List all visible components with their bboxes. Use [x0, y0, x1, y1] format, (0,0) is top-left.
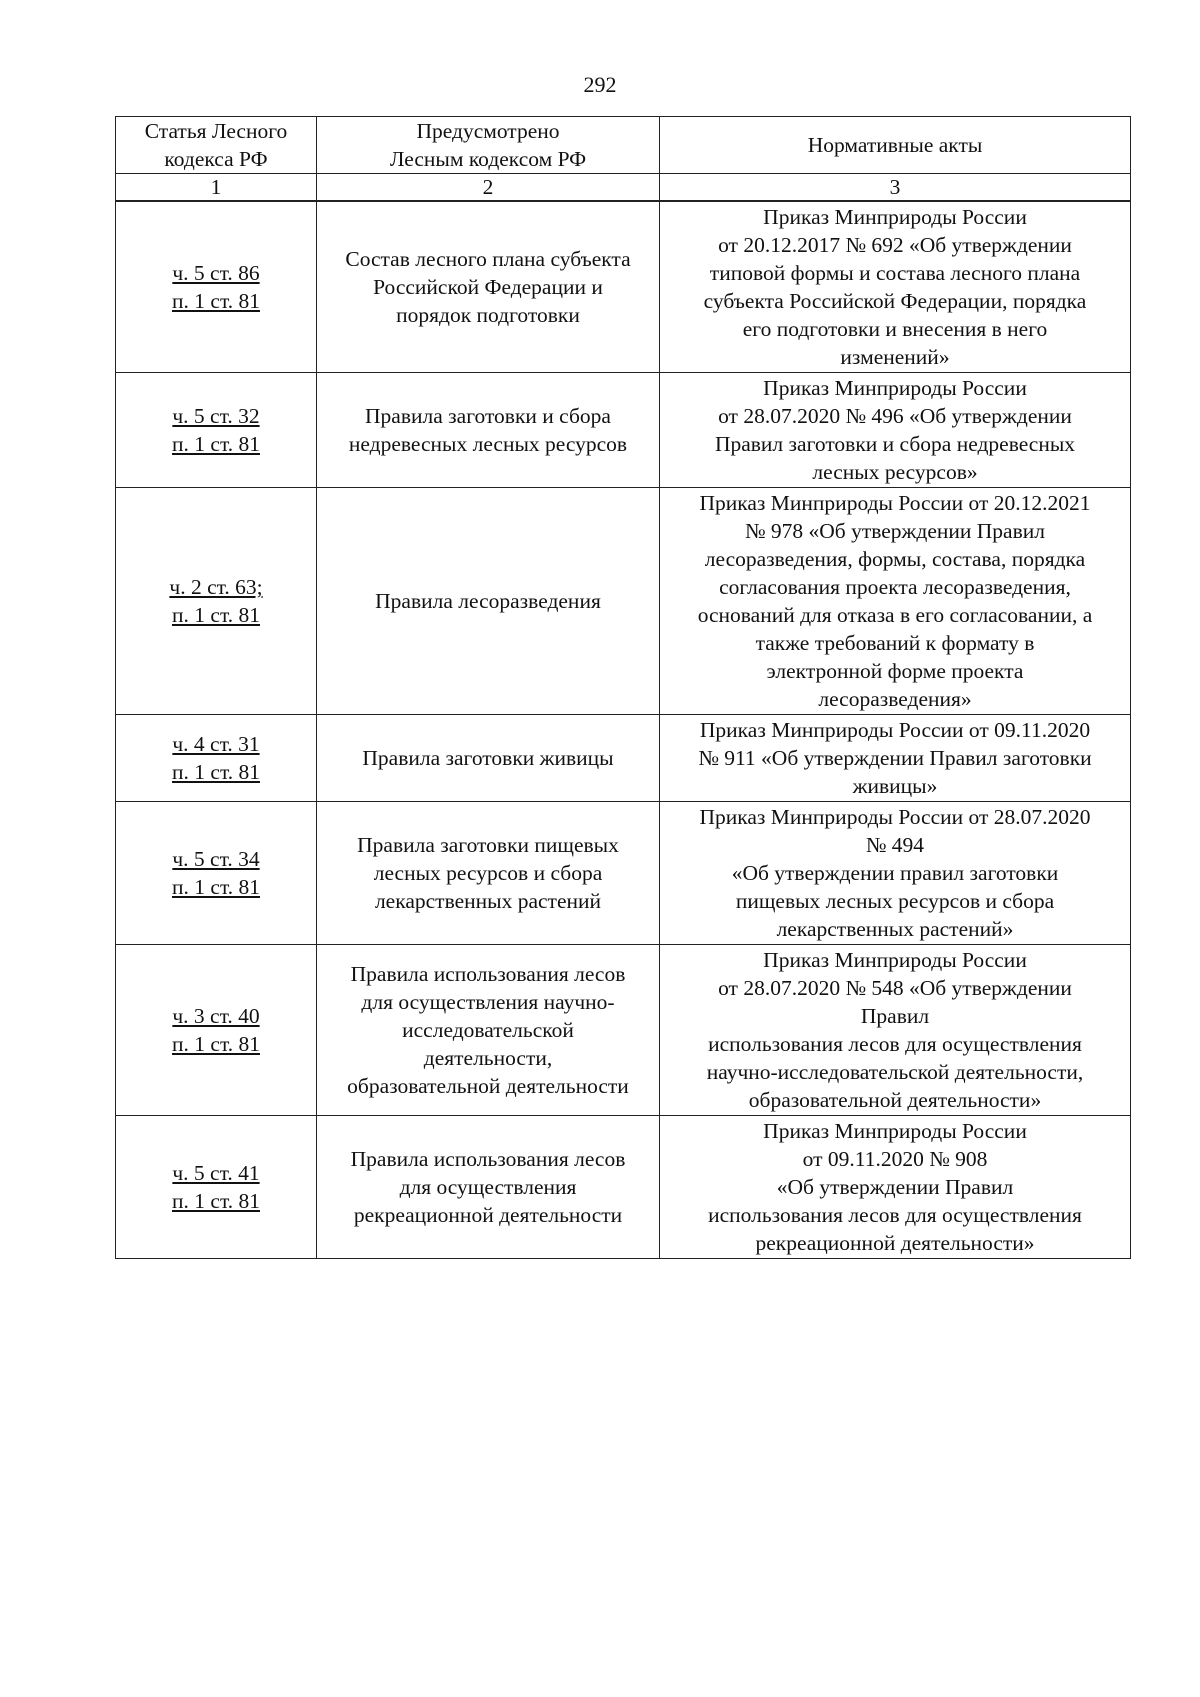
header-line: Нормативные акты: [807, 133, 983, 157]
header-line: Лесным кодексом РФ: [389, 147, 587, 171]
column-number-1: 1: [116, 174, 317, 202]
act-cell: [660, 488, 1131, 715]
subject-cell: [317, 945, 660, 1116]
article-link[interactable]: ч. 5 ст. 41: [172, 1161, 260, 1185]
act-line: № 978 «Об утверждении Правил: [744, 519, 1045, 543]
subject-cell: [317, 715, 660, 802]
act-line: Приказ Минприроды России от 28.07.2020: [699, 805, 1091, 829]
act-cell: [660, 715, 1131, 802]
subject-line: Правила заготовки пищевых: [357, 833, 619, 857]
act-cell: [660, 201, 1131, 373]
article-link[interactable]: п. 1 ст. 81: [172, 603, 260, 627]
article-link[interactable]: п. 1 ст. 81: [172, 875, 260, 899]
table-row: [116, 488, 1131, 715]
act-line: использования лесов для осуществления: [708, 1203, 1082, 1227]
subject-line: Правила использования лесов: [350, 962, 626, 986]
table-row: [116, 945, 1131, 1116]
article-link[interactable]: ч. 4 ст. 31: [172, 732, 260, 756]
act-line: живицы»: [852, 774, 938, 798]
act-cell: [660, 373, 1131, 488]
act-line: Приказ Минприроды России от 20.12.2021: [699, 491, 1091, 515]
subject-line: рекреационной деятельности: [353, 1203, 623, 1227]
act-line: электронной форме проекта: [766, 659, 1024, 683]
article-link[interactable]: п. 1 ст. 81: [172, 1032, 260, 1056]
act-line: лесных ресурсов»: [812, 460, 978, 484]
article-cell: [116, 201, 317, 373]
table-row: [116, 201, 1131, 373]
act-line: Приказ Минприроды России: [763, 1119, 1027, 1143]
header-line: Статья Лесного: [144, 119, 288, 143]
act-line: пищевых лесных ресурсов и сбора: [735, 889, 1055, 913]
subject-line: лесных ресурсов и сбора: [373, 861, 603, 885]
subject-line: исследовательской: [402, 1018, 574, 1042]
subject-cell: [317, 488, 660, 715]
act-line: научно-исследовательской деятельности,: [706, 1060, 1084, 1084]
table-header-row: [116, 117, 1131, 174]
act-cell: [660, 1116, 1131, 1259]
act-line: лесоразведения, формы, состава, порядка: [704, 547, 1086, 571]
column-number-3: 3: [660, 174, 1131, 202]
subject-cell: [317, 1116, 660, 1259]
article-cell: [116, 802, 317, 945]
subject-line: Российской Федерации и: [373, 275, 603, 299]
article-cell: [116, 1116, 317, 1259]
article-cell: [116, 488, 317, 715]
article-cell: [116, 715, 317, 802]
header-article: [116, 117, 317, 174]
subject-line: деятельности,: [423, 1046, 553, 1070]
act-line: типовой формы и состава лесного плана: [709, 261, 1081, 285]
table-row: [116, 802, 1131, 945]
act-line: лесоразведения»: [818, 687, 972, 711]
act-line: Правил: [860, 1004, 930, 1028]
act-line: согласования проекта лесоразведения,: [719, 575, 1071, 599]
article-link[interactable]: п. 1 ст. 81: [172, 289, 260, 313]
act-line: его подготовки и внесения в него: [742, 317, 1048, 341]
act-line: от 28.07.2020 № 548 «Об утверждении: [718, 976, 1072, 1000]
act-line: «Об утверждении Правил: [776, 1175, 1014, 1199]
act-cell: [660, 802, 1131, 945]
act-line: также требований к формату в: [755, 631, 1035, 655]
act-line: от 28.07.2020 № 496 «Об утверждении: [718, 404, 1072, 428]
act-line: Приказ Минприроды России от 09.11.2020: [699, 718, 1091, 742]
header-line: кодекса РФ: [164, 147, 268, 171]
subject-line: Правила заготовки живицы: [362, 746, 614, 770]
act-line: «Об утверждении правил заготовки: [731, 861, 1059, 885]
column-number-2: 2: [317, 174, 660, 202]
article-link[interactable]: ч. 5 ст. 34: [172, 847, 260, 871]
subject-line: образовательной деятельности: [347, 1074, 629, 1098]
header-provided: [317, 117, 660, 174]
column-numbers-row: [116, 174, 1131, 202]
header-line: Предусмотрено: [416, 119, 560, 143]
table-row: [116, 373, 1131, 488]
article-link[interactable]: ч. 5 ст. 86: [172, 261, 260, 285]
subject-line: Правила лесоразведения: [375, 589, 601, 613]
table-row: [116, 715, 1131, 802]
act-line: Приказ Минприроды России: [763, 948, 1027, 972]
subject-line: недревесных лесных ресурсов: [348, 432, 628, 456]
article-link[interactable]: п. 1 ст. 81: [172, 1189, 260, 1213]
normative-acts-table: [115, 116, 1131, 1259]
subject-line: Состав лесного плана субъекта: [345, 247, 631, 271]
act-line: № 911 «Об утверждении Правил заготовки: [698, 746, 1092, 770]
article-cell: [116, 373, 317, 488]
subject-line: лекарственных растений: [374, 889, 602, 913]
act-line: оснований для отказа в его согласовании, а: [697, 603, 1093, 627]
act-line: Правил заготовки и сбора недревесных: [714, 432, 1076, 456]
page-number: 292: [583, 72, 617, 97]
article-link[interactable]: ч. 5 ст. 32: [172, 404, 260, 428]
act-line: использования лесов для осуществления: [708, 1032, 1082, 1056]
subject-line: порядок подготовки: [396, 303, 580, 327]
subject-cell: [317, 201, 660, 373]
act-line: Приказ Минприроды России: [763, 205, 1027, 229]
subject-line: Правила заготовки и сбора: [365, 404, 611, 428]
act-line: от 09.11.2020 № 908: [802, 1147, 988, 1171]
subject-line: для осуществления научно-: [361, 990, 615, 1014]
act-line: изменений»: [840, 345, 950, 369]
header-acts: [660, 117, 1131, 174]
act-line: рекреационной деятельности»: [755, 1231, 1035, 1255]
act-cell: [660, 945, 1131, 1116]
act-line: субъекта Российской Федерации, порядка: [703, 289, 1087, 313]
subject-line: для осуществления: [399, 1175, 577, 1199]
article-link[interactable]: п. 1 ст. 81: [172, 432, 260, 456]
subject-cell: [317, 373, 660, 488]
subject-line: Правила использования лесов: [350, 1147, 626, 1171]
table-row: [116, 1116, 1131, 1259]
act-line: образовательной деятельности»: [748, 1088, 1042, 1112]
act-line: от 20.12.2017 № 692 «Об утверждении: [718, 233, 1072, 257]
subject-cell: [317, 802, 660, 945]
article-link[interactable]: ч. 3 ст. 40: [172, 1004, 260, 1028]
article-cell: [116, 945, 317, 1116]
article-link[interactable]: п. 1 ст. 81: [172, 760, 260, 784]
act-line: № 494: [865, 833, 925, 857]
act-line: лекарственных растений»: [776, 917, 1014, 941]
act-line: Приказ Минприроды России: [763, 376, 1027, 400]
article-link[interactable]: ч. 2 ст. 63;: [169, 575, 263, 599]
table-body: [116, 201, 1131, 1259]
